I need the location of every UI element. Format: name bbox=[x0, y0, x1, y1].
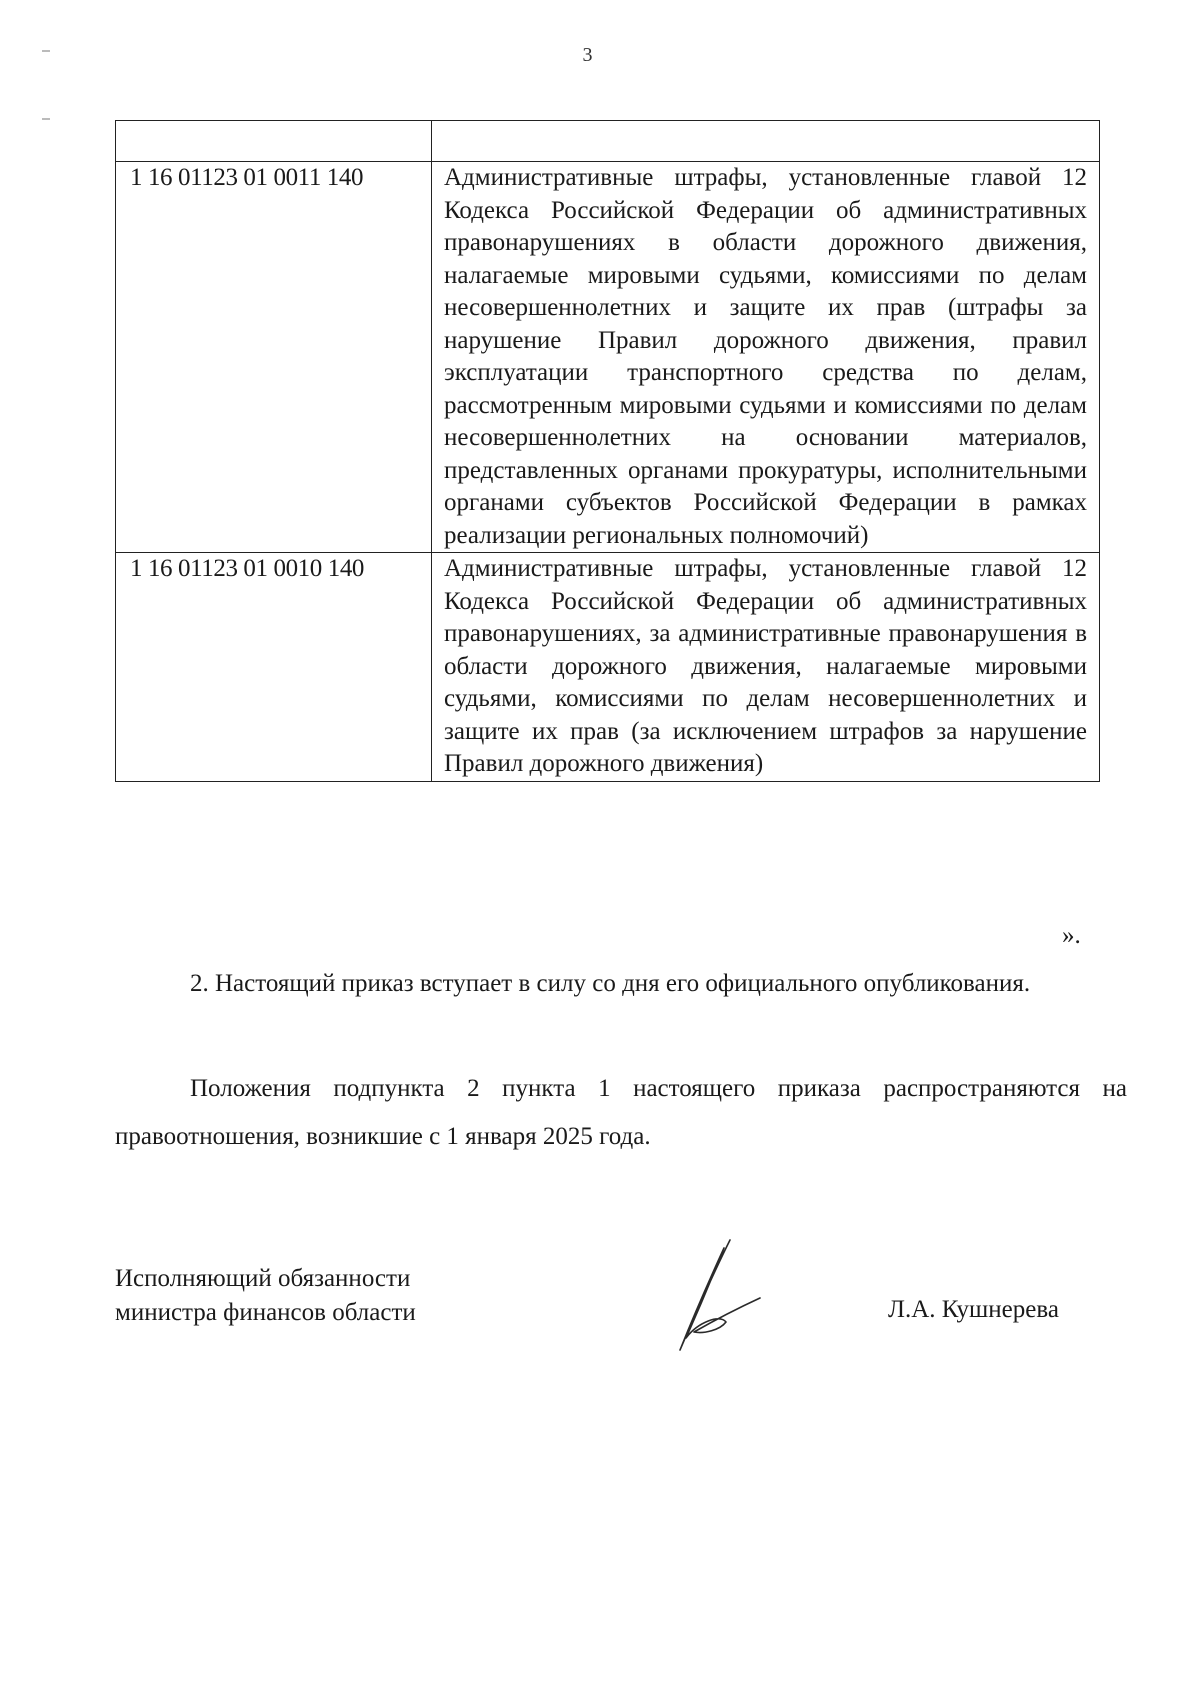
table-row bbox=[116, 162, 1100, 553]
code-description: Административные штрафы, установленные главой 12 Кодекса Российской Федерации об административных правонарушениях, за административные правонарушения в области дорожного движения, налагаемые мировыми судьями, комиссиями по делам несовершеннолетних и защите их прав (за исключением штрафов за нарушение Правил дорожного движения) bbox=[432, 553, 1100, 782]
budget-code: 1 16 01123 01 0010 140 bbox=[116, 553, 432, 782]
paragraph-effective-date: 2. Настоящий приказ вступает в силу со дня его официального опубликования. bbox=[190, 970, 1031, 997]
signatory-title-line: министра финансов области bbox=[115, 1299, 416, 1326]
budget-codes-table bbox=[115, 120, 1100, 782]
signatory-name: Л.А. Кушнерева bbox=[888, 1296, 1059, 1323]
table-row bbox=[116, 553, 1100, 782]
budget-code: 1 16 01123 01 0011 140 bbox=[116, 162, 432, 553]
scan-artifact-mark bbox=[42, 118, 50, 120]
paragraph-applicability: Положения подпункта 2 пункта 1 настоящего приказа распространяются на правоотношения, возникшие с 1 января 2025 года. bbox=[115, 1075, 1127, 1150]
table-cell-empty bbox=[116, 121, 432, 162]
scan-artifact-mark bbox=[42, 50, 50, 52]
page-number: 3 bbox=[582, 44, 593, 66]
table-cell-empty bbox=[432, 121, 1100, 162]
closing-quote: ». bbox=[1062, 922, 1081, 949]
signatory-title-line: Исполняющий обязанности bbox=[115, 1265, 411, 1292]
table-header-row bbox=[116, 121, 1100, 162]
signatory-title bbox=[115, 1262, 416, 1330]
code-description: Административные штрафы, установленные главой 12 Кодекса Российской Федерации об административных правонарушениях в области дорожного движения, налагаемые мировыми судьями, комиссиями по делам несовершеннолетних и защите их прав (штрафы за нарушение Правил дорожного движения, правил эксплуатации транспортного средства по делам, рассмотренным мировыми судьями и комиссиями по делам несовершеннолетних на основании материалов, представленных органами прокуратуры, исполнительными органами субъектов Российской Федерации в рамках реализации региональных полномочий) bbox=[432, 162, 1100, 553]
handwritten-signature-icon bbox=[668, 1238, 768, 1358]
